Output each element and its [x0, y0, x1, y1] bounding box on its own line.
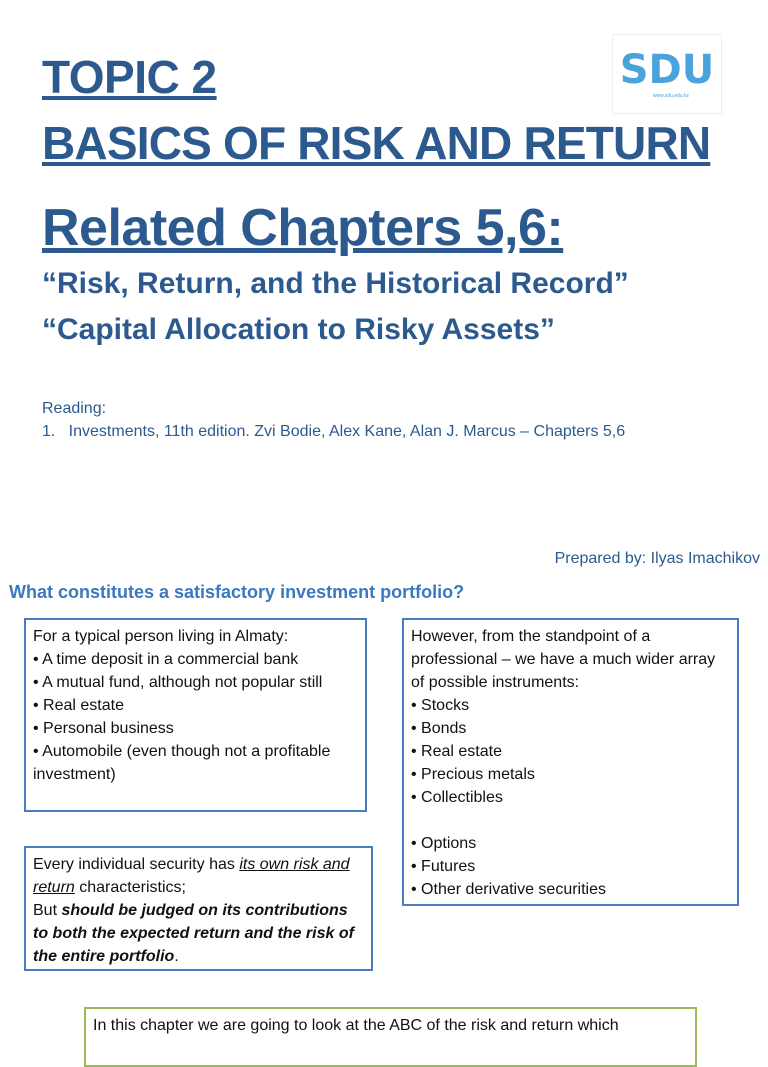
chapter-quote-2: “Capital Allocation to Risky Assets” — [42, 313, 555, 346]
list-item: • Other derivative securities — [411, 881, 607, 898]
list-item: • A mutual fund, although not popular still — [33, 674, 323, 691]
list-item: • Personal business — [33, 720, 174, 737]
logo-url: www.sdu.edu.kz — [652, 93, 690, 99]
list-item: • Real estate — [411, 743, 502, 760]
list-item: • Futures — [411, 858, 476, 875]
security-box — [24, 846, 373, 971]
reading-section — [42, 397, 625, 443]
text: . — [174, 948, 179, 965]
professional-box — [402, 618, 739, 906]
emphasis-text: its own risk and return — [33, 856, 350, 896]
question-heading: What constitutes a satisfactory investment portfolio? — [9, 582, 465, 602]
chapters-heading: Related Chapters 5,6: — [42, 199, 564, 257]
svg-text:SDU: SDU — [619, 47, 715, 93]
reading-label: Reading: — [42, 400, 107, 417]
box-intro: For a typical person living in Almaty: — [33, 628, 289, 645]
list-item: • Stocks — [411, 697, 470, 714]
list-item: • Collectibles — [411, 789, 503, 806]
list-item: • Real estate — [33, 697, 124, 714]
typical-person-box — [24, 618, 367, 812]
emphasis-text: should be judged on its contributions to both the expected return and the risk of the entire portfolio — [33, 902, 354, 965]
prepared-by: Prepared by: Ilyas Imachikov — [554, 550, 760, 567]
list-item: • Options — [411, 835, 477, 852]
text: characteristics; — [74, 879, 186, 896]
text: But — [33, 902, 62, 919]
chapter-quote-1: “Risk, Return, and the Historical Record” — [42, 267, 629, 300]
list-item: • Automobile (even though not a profitable investment) — [33, 743, 331, 783]
list-item: • Precious metals — [411, 766, 535, 783]
summary-box — [84, 1007, 697, 1067]
topic-title: TOPIC 2 — [42, 51, 217, 103]
topic-subtitle: BASICS OF RISK AND RETURN — [42, 117, 711, 169]
box-intro: However, from the standpoint of a professional – we have a much wider array of possible instruments: — [411, 628, 716, 691]
summary-text: In this chapter we are going to look at the ABC of the risk and return which — [93, 1017, 619, 1034]
reading-item: 1. Investments, 11th edition. Zvi Bodie, Alex Kane, Alan J. Marcus – Chapters 5,6 — [42, 423, 626, 440]
list-item: • Bonds — [411, 720, 467, 737]
sdu-logo — [612, 34, 722, 114]
text: Every individual security has — [33, 856, 240, 873]
list-item: • A time deposit in a commercial bank — [33, 651, 299, 668]
